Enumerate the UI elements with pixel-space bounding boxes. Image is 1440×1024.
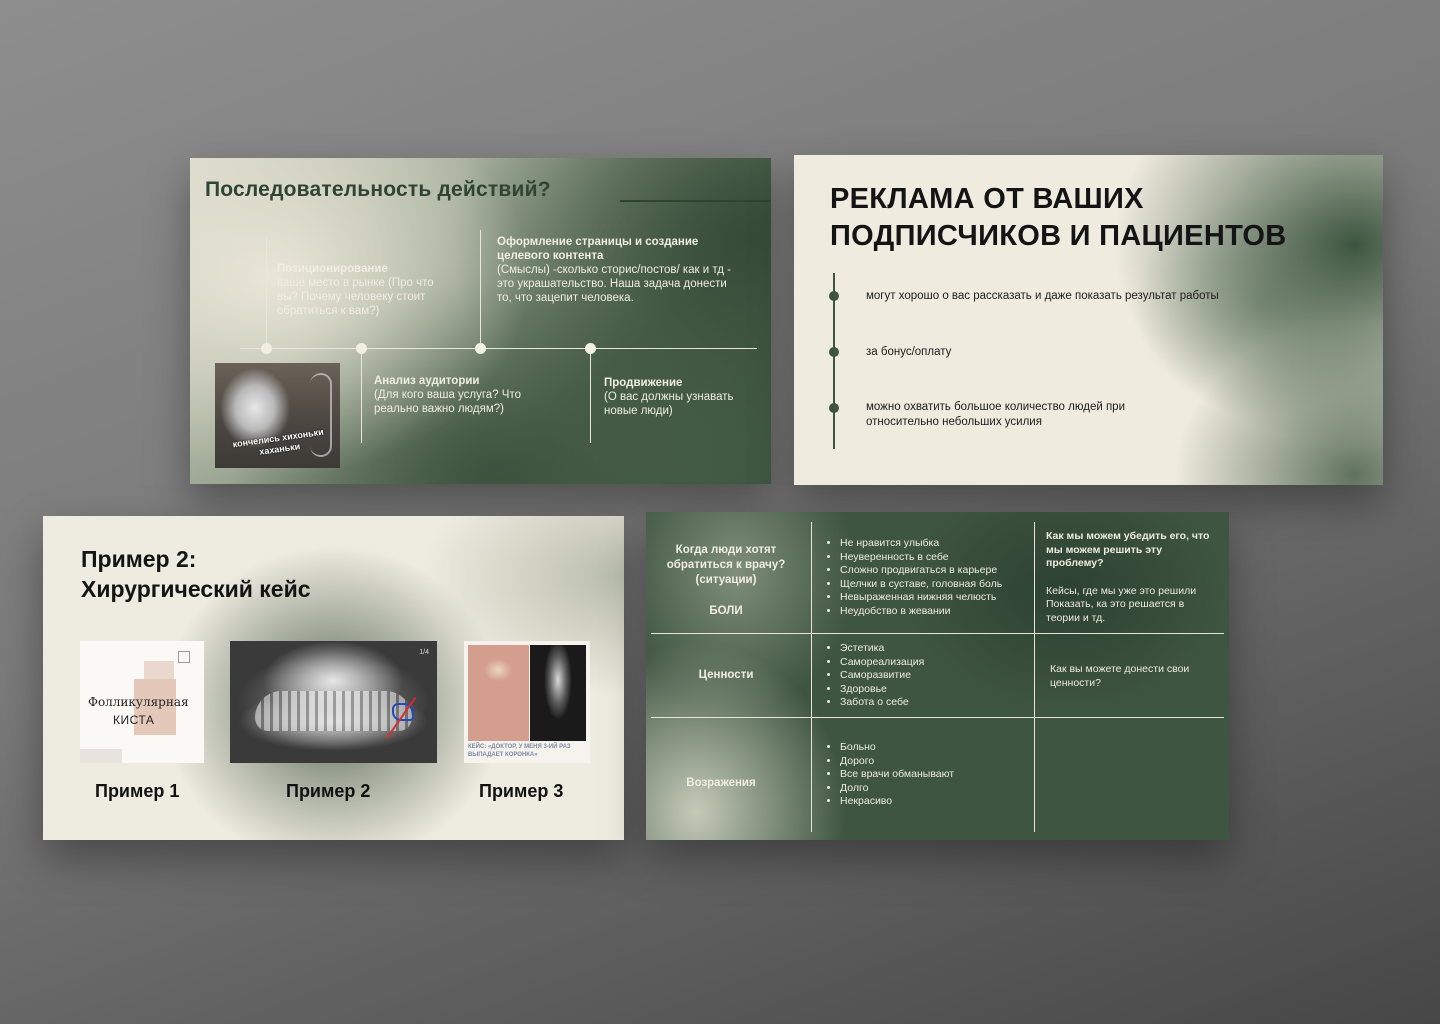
title-line-2: Хирургический кейс xyxy=(81,576,311,602)
cat-meme-image xyxy=(215,363,340,468)
step-heading: Анализ аудитории xyxy=(374,375,480,387)
page-indicator: 1/4 xyxy=(419,649,429,656)
list-item: за бонус/оплату xyxy=(866,346,952,358)
table-divider xyxy=(1034,522,1035,832)
step-page-design xyxy=(497,235,737,305)
objections-list xyxy=(826,741,1026,809)
list-item: • Все врачи обманывают xyxy=(840,768,1026,782)
title-line-2: ПОДПИСЧИКОВ И ПАЦИЕНТОВ xyxy=(830,220,1287,252)
example-1-thumbnail[interactable] xyxy=(80,641,204,763)
table-divider xyxy=(811,522,812,832)
thumb-title: Фолликулярная xyxy=(88,695,189,709)
meme-caption: кончелись хихоньки хаханьки xyxy=(232,426,325,457)
example-3-thumbnail[interactable] xyxy=(464,641,590,763)
step-text: ваше место в рынке (Про что вы? Почему человеку стоит обратиться к вам?) xyxy=(277,277,434,317)
bullet-dot xyxy=(829,347,839,357)
timeline-dot xyxy=(356,343,367,354)
slide2-title xyxy=(830,181,1286,255)
step-text: (О вас должны узнавать новые люди) xyxy=(604,391,734,417)
step-heading: Продвижение xyxy=(604,377,683,389)
row-label-sub: БОЛИ xyxy=(709,605,743,617)
bullet-dot xyxy=(829,403,839,413)
convince-cell xyxy=(1046,530,1216,625)
slide-advertising-from-followers[interactable] xyxy=(794,155,1383,485)
title-line-1: Пример 2: xyxy=(81,546,197,572)
list-item: • Неудобство в жевании xyxy=(840,605,1026,619)
slide-pains-values-objections-table[interactable] xyxy=(646,512,1229,840)
list-item: • Забота о себе xyxy=(840,696,1026,710)
list-item: • Самореализация xyxy=(840,656,1026,670)
timeline-connector xyxy=(361,348,362,443)
thumb-subtitle: КИСТА xyxy=(113,713,155,727)
step-text: (Для кого ваша услуга? Что реально важно людям?) xyxy=(374,389,521,415)
example-2-label: Пример 2 xyxy=(286,781,371,801)
bullet-dot xyxy=(829,291,839,301)
list-item: • Дорого xyxy=(840,755,1026,769)
list-item: • Саморазвитие xyxy=(840,669,1026,683)
title-underline xyxy=(620,200,771,202)
list-item: • Щелчки в суставе, головная боль xyxy=(840,578,1026,592)
row-label-main: Когда люди хотят обратиться к врачу? (ситуации) xyxy=(666,544,786,586)
step-promotion xyxy=(604,376,754,418)
slide-surgical-case[interactable] xyxy=(43,516,624,840)
list-item: • Здоровье xyxy=(840,683,1026,697)
table-divider xyxy=(651,633,1224,634)
decor-block xyxy=(80,749,122,763)
timeline-connector xyxy=(590,348,591,443)
list-item: • Некрасиво xyxy=(840,795,1026,809)
values-list xyxy=(826,642,1026,710)
timeline-dot xyxy=(475,343,486,354)
list-item: могут хорошо о вас рассказать и даже показать результат работы xyxy=(866,290,1219,302)
list-item: • Невыраженная нижняя челюсть xyxy=(840,591,1026,605)
list-item: • Эстетика xyxy=(840,642,1026,656)
row-label-values: Ценности xyxy=(698,669,754,681)
cell-heading: Как мы можем убедить его, что мы можем решить эту проблему? xyxy=(1046,530,1210,569)
slide-sequence-of-actions[interactable] xyxy=(190,158,771,484)
pains-list xyxy=(826,537,1026,618)
slide3-title xyxy=(81,544,311,604)
title-line-1: РЕКЛАМА ОТ ВАШИХ xyxy=(830,183,1144,215)
list-item: • Сложно продвигаться в карьере xyxy=(840,564,1026,578)
timeline-dot xyxy=(585,343,596,354)
row-label-situations xyxy=(661,543,791,619)
timeline-connector xyxy=(480,230,481,348)
values-right-cell: Как вы можете донести свои ценности? xyxy=(1050,663,1190,689)
example-1-label: Пример 1 xyxy=(95,781,180,801)
list-item: • Не нравится улыбка xyxy=(840,537,1026,551)
timeline-connector xyxy=(266,238,267,348)
tooth-xray xyxy=(530,645,586,741)
step-audience-analysis xyxy=(374,374,544,416)
table-divider xyxy=(651,717,1224,718)
tooth-photo xyxy=(468,645,529,741)
cell-text: Кейсы, где мы уже это решили Показать, ка это решается в теории и тд. xyxy=(1046,584,1197,624)
slide1-title: Последовательность действий? xyxy=(205,178,551,201)
step-heading: Позиционирование xyxy=(277,263,388,275)
row-label-objections: Возражения xyxy=(686,777,756,789)
example-2-xray-thumbnail[interactable] xyxy=(230,641,437,763)
timeline-line xyxy=(240,348,757,349)
list-item: • Больно xyxy=(840,741,1026,755)
square-icon xyxy=(178,651,190,663)
list-item: • Долго xyxy=(840,782,1026,796)
step-heading: Оформление страницы и создание целевого контента xyxy=(497,236,699,262)
list-item: можно охватить большое количество людей при относительно небольших усилия xyxy=(866,401,1126,428)
teeth-shape xyxy=(255,691,412,731)
list-item: • Неуверенность в себе xyxy=(840,551,1026,565)
example-3-label: Пример 3 xyxy=(479,781,564,801)
thumb-caption: КЕЙС: «ДОКТОР, У МЕНЯ 3-ИЙ РАЗ ВЫПАДАЕТ КОРОНКА» xyxy=(468,744,571,758)
step-positioning xyxy=(277,262,437,318)
step-text: (Смыслы) -сколько сторис/постов/ как и тд - это украшательство. Наша задача донести то, что зацепит человека. xyxy=(497,264,731,304)
timeline-dot xyxy=(261,343,272,354)
